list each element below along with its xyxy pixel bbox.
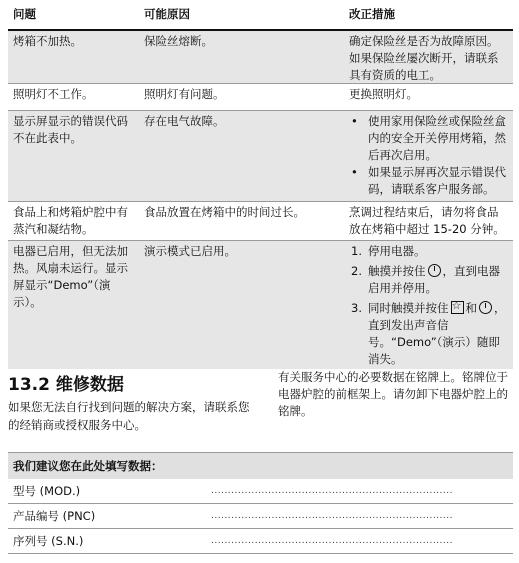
power-icon: [479, 301, 492, 314]
bullet-text: 如果显示屏再次显示错误代码，请联系客户服务部。: [368, 165, 506, 196]
header-cause: 可能原因: [144, 7, 190, 21]
power-icon: [428, 264, 441, 277]
service-data-form: [8, 452, 513, 554]
action-cell: [344, 111, 513, 201]
pnc-field[interactable]: ........................................................................: [211, 511, 453, 521]
action-cell: 确定保险丝是否为故障原因。如果保险丝屡次断开，请联系具有资质的电工。: [349, 34, 499, 82]
list-item: [349, 243, 509, 260]
cause-cell: 存在电气故障。: [144, 114, 225, 128]
table-row: [8, 241, 513, 369]
problem-cell: 显示屏显示的错误代码不在此表中。: [13, 114, 128, 145]
form-row: [8, 529, 513, 554]
action-cell: [344, 241, 513, 369]
list-item: [349, 113, 509, 164]
serial-field[interactable]: ........................................................................: [211, 536, 453, 546]
step-text: ，直到电器启用并停用。: [368, 264, 500, 295]
cause-cell: 食品放置在烤箱中的时间过长。: [144, 205, 305, 219]
cause-cell: 保险丝熔断。: [144, 34, 213, 48]
table-row: [8, 84, 513, 111]
step-number: 3.: [351, 301, 362, 315]
table-header: [8, 4, 513, 31]
troubleshooting-table: [8, 4, 513, 369]
problem-cell: 食品上和烤箱炉腔中有蒸汽和凝结物。: [13, 205, 128, 236]
cause-cell: 演示模式已启用。: [144, 244, 236, 258]
model-field[interactable]: ........................................................................: [211, 486, 453, 496]
star-icon: [451, 301, 464, 314]
form-row: [8, 479, 513, 504]
model-label: 型号 (MOD.): [13, 484, 81, 498]
problem-cell: 电器已启用，但无法加热。风扇未运行。显示屏显示“Demo”（演示）。: [13, 244, 128, 309]
list-item: [349, 300, 509, 368]
action-cell: 烹调过程结束后，请勿将食品放在烤箱中超过 15-20 分钟。: [349, 205, 505, 236]
section-title: 13.2 维修数据: [8, 375, 124, 395]
list-item: [349, 164, 509, 198]
step-text: ，直到发出声音信号。“Demo”（演示）随即消失。: [368, 301, 506, 366]
step-text: 触摸并按住: [368, 264, 426, 278]
bullet-icon: •: [351, 114, 358, 128]
section-left-text: 如果您无法自行找到问题的解决方案，请联系您的经销商或授权服务中心。: [8, 400, 250, 432]
form-heading: 我们建议您在此处填写数据：: [8, 452, 513, 479]
problem-cell: 照明灯不工作。: [13, 87, 94, 101]
header-action: 改正措施: [349, 7, 395, 21]
table-row: [8, 202, 513, 241]
step-number: 1.: [351, 244, 362, 258]
list-item: [349, 263, 509, 297]
cause-cell: 照明灯有问题。: [144, 87, 225, 101]
section-right-text: 有关服务中心的必要数据在铭牌上。铭牌位于电器炉腔的前框架上。请勿卸下电器炉腔上的铭牌。: [278, 370, 508, 418]
table-row: [8, 111, 513, 202]
serial-label: 序列号 (S.N.): [13, 534, 84, 548]
bullet-icon: •: [351, 165, 358, 179]
problem-cell: 烤箱不加热。: [13, 34, 82, 48]
action-cell: 更换照明灯。: [349, 87, 418, 101]
form-row: [8, 504, 513, 529]
step-text: 停用电器。: [368, 244, 426, 258]
table-row: [8, 31, 513, 84]
step-number: 2.: [351, 264, 362, 278]
pnc-label: 产品编号 (PNC): [13, 509, 96, 523]
step-text: 同时触摸并按住: [368, 301, 449, 315]
step-text: 和: [465, 301, 477, 315]
bullet-text: 使用家用保险丝或保险丝盒内的安全开关停用烤箱，然后再次启用。: [368, 114, 506, 162]
header-problem: 问题: [13, 7, 36, 21]
